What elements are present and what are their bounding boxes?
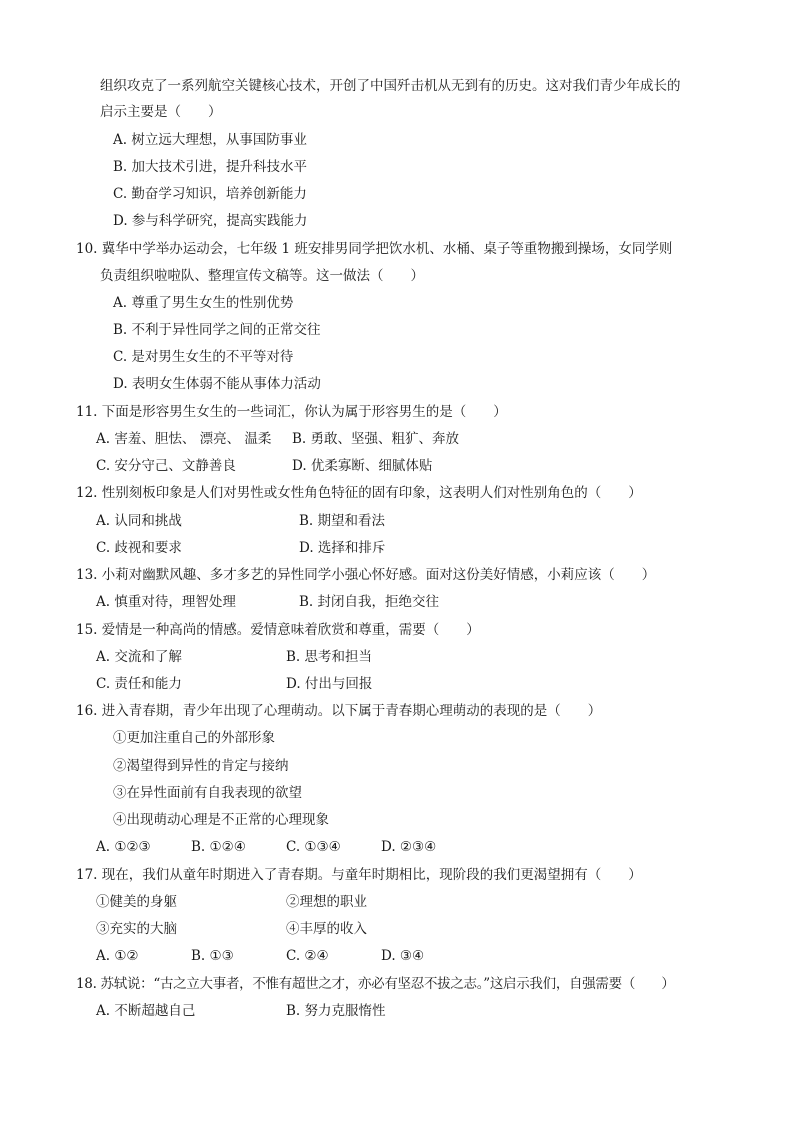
q10-option-c: C. 是对男生女生的不平等对待 bbox=[113, 349, 294, 365]
q17-item-1: ①健美的身躯 bbox=[96, 894, 177, 910]
q11-option-c: C. 安分守己、文静善良 bbox=[96, 458, 236, 474]
q9-option-d: D. 参与科学研究，提高实践能力 bbox=[113, 213, 308, 229]
q9-option-b: B. 加大技术引进，提升科技水平 bbox=[113, 159, 308, 175]
q11-stem: 11. 下面是形容男生女生的一些词汇，你认为属于形容男生的是（ ） bbox=[76, 404, 507, 420]
q11-option-d: D. 优柔寡断、细腻体贴 bbox=[292, 458, 433, 474]
q15-option-d: D. 付出与回报 bbox=[286, 676, 373, 692]
q17-option-d: D. ③④ bbox=[381, 948, 425, 964]
q15-option-b: B. 思考和担当 bbox=[286, 649, 373, 665]
q16-item-2: ②渴望得到异性的肯定与接纳 bbox=[113, 758, 289, 774]
q9-option-c: C. 勤奋学习知识，培养创新能力 bbox=[113, 186, 307, 202]
q17-stem: 17. 现在，我们从童年时期进入了青春期。与童年时期相比，现阶段的我们更渴望拥有（ ） bbox=[76, 867, 642, 883]
q15-option-a: A. 交流和了解 bbox=[96, 649, 182, 665]
q11-option-a: A. 害羞、胆怯、 漂亮、 温柔 bbox=[96, 431, 272, 447]
q16-option-b: B. ①②④ bbox=[191, 839, 246, 855]
q17-option-b: B. ①③ bbox=[191, 948, 234, 964]
q17-item-3: ③充实的大脑 bbox=[96, 921, 177, 937]
q9-stem-line1: 组织攻克了一系列航空关键核心技术，开创了中国歼击机从无到有的历史。这对我们青少年成长的 bbox=[100, 78, 681, 94]
q10-option-d: D. 表明女生体弱不能从事体力活动 bbox=[113, 376, 321, 392]
q17-item-4: ④丰厚的收入 bbox=[286, 921, 367, 937]
q13-option-b: B. 封闭自我，拒绝交往 bbox=[299, 594, 440, 610]
q17-option-a: A. ①② bbox=[96, 948, 139, 964]
q16-item-3: ③在异性面前有自我表现的欲望 bbox=[113, 785, 302, 801]
q16-stem: 16. 进入青春期，青少年出现了心理萌动。以下属于青春期心理萌动的表现的是（ ） bbox=[76, 703, 602, 719]
q11-option-b: B. 勇敢、坚强、粗犷、奔放 bbox=[292, 431, 460, 447]
q16-option-d: D. ②③④ bbox=[381, 839, 437, 855]
q12-option-a: A. 认同和挑战 bbox=[96, 513, 182, 529]
q10-stem-line1: 10. 冀华中学举办运动会，七年级 1 班安排男同学把饮水机、水桶、桌子等重物搬到操场，女同学则 bbox=[76, 241, 673, 257]
q9-option-a: A. 树立远大理想，从事国防事业 bbox=[113, 132, 307, 148]
q16-item-1: ①更加注重自己的外部形象 bbox=[113, 730, 275, 746]
q15-option-c: C. 责任和能力 bbox=[96, 676, 182, 692]
q16-option-a: A. ①②③ bbox=[96, 839, 151, 855]
q10-option-b: B. 不利于异性同学之间的正常交往 bbox=[113, 322, 321, 338]
q17-item-2: ②理想的职业 bbox=[286, 894, 367, 910]
q17-option-c: C. ②④ bbox=[286, 948, 329, 964]
q13-stem: 13. 小莉对幽默风趣、多才多艺的异性同学小强心怀好感。面对这份美好情感，小莉应该（ ） bbox=[76, 567, 656, 583]
q12-option-b: B. 期望和看法 bbox=[299, 513, 386, 529]
q10-option-a: A. 尊重了男生女生的性别优势 bbox=[113, 295, 294, 311]
q12-option-d: D. 选择和排斥 bbox=[299, 540, 386, 556]
q12-stem: 12. 性别刻板印象是人们对男性或女性角色特征的固有印象，这表明人们对性别角色的（ ） bbox=[76, 485, 642, 501]
q16-option-c: C. ①③④ bbox=[286, 839, 341, 855]
q15-stem: 15. 爱情是一种高尚的情感。爱情意味着欣赏和尊重，需要（ ） bbox=[76, 622, 480, 638]
q18-option-b: B. 努力克服惰性 bbox=[286, 1003, 386, 1019]
q16-item-4: ④出现萌动心理是不正常的心理现象 bbox=[113, 812, 329, 828]
q9-stem-line2: 启示主要是（ ） bbox=[100, 104, 222, 120]
q18-option-a: A. 不断超越自己 bbox=[96, 1003, 196, 1019]
q10-stem-line2: 负责组织啦啦队、整理宣传文稿等。这一做法（ ） bbox=[100, 268, 424, 284]
q12-option-c: C. 歧视和要求 bbox=[96, 540, 182, 556]
q18-stem: 18. 苏轼说：“古之立大事者，不惟有超世之才，亦必有坚忍不拔之志。”这启示我们，自强需要（ ） bbox=[76, 976, 675, 992]
q13-option-a: A. 慎重对待，理智处理 bbox=[96, 594, 236, 610]
